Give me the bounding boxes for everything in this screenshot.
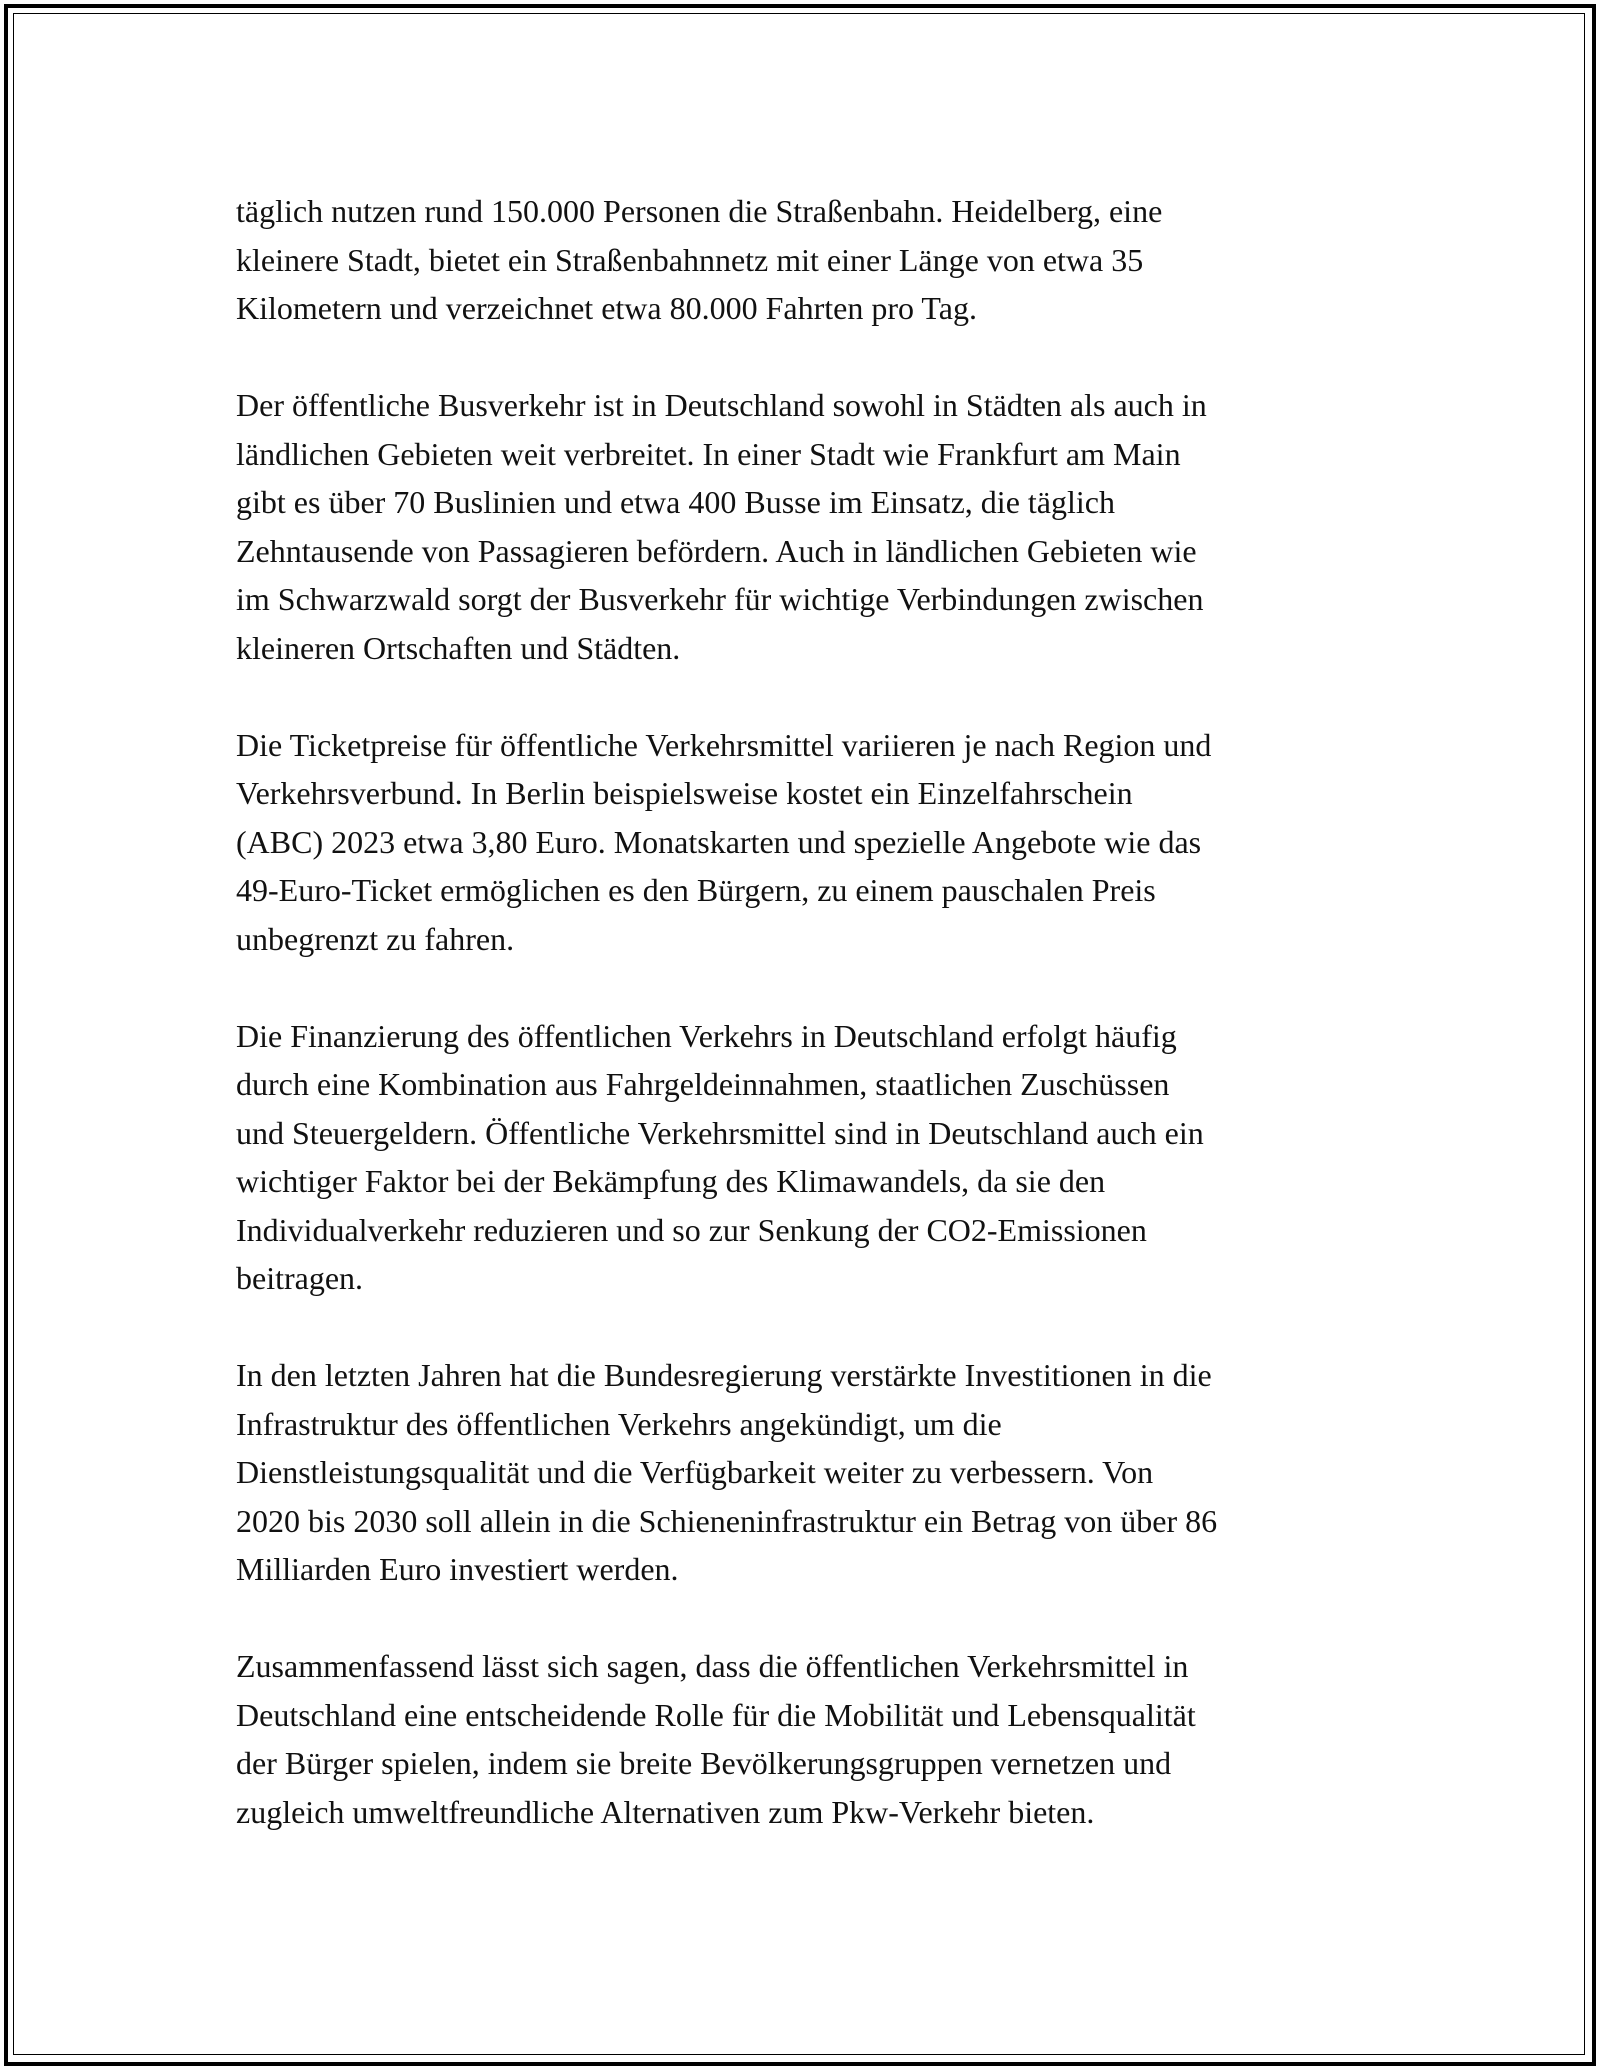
paragraph-conclusion: Zusammenfassend lässt sich sagen, dass die öffentlichen Verkehrsmittel in Deutschland eine entscheidende Rolle für die Mobilität und Lebensqualität der Bürger spielen, indem sie breite Bevölkerungsgruppen vernetzen und zugleich umweltfreundliche Alternativen zum Pkw-Verkehr bieten. xyxy=(236,1648,1196,1830)
paragraph-tram-usage: täglich nutzen rund 150.000 Personen die Straßenbahn. Heidelberg, eine kleinere Stadt, bietet ein Straßenbahnnetz mit einer Länge von etwa 35 Kilometern und verzeichnet etwa 80.000 Fahrten pro Tag. xyxy=(236,193,1163,326)
paragraph-investments: In den letzten Jahren hat die Bundesregierung verstärkte Investitionen in die Infrastruktur des öffentlichen Verkehrs angekündigt, um die Dienstleistungsqualität und die Verfügbarkeit weiter zu verbessern. Von 2020 bis 2030 soll allein in die Schieneninfrastruktur ein Betrag von über 86 Milliarden Euro investiert werden. xyxy=(236,1357,1218,1587)
document-body xyxy=(236,187,1376,1885)
paragraph-financing: Die Finanzierung des öffentlichen Verkehrs in Deutschland erfolgt häufig durch eine Kombination aus Fahrgeldeinnahmen, staatlichen Zuschüssen und Steuergeldern. Öffentliche Verkehrsmittel sind in Deutschland auch ein wichtiger Faktor bei der Bekämpfung des Klimawandels, da sie den Individualverkehr reduzieren und so zur Senkung der CO2-Emissionen beitragen. xyxy=(236,1017,1204,1296)
paragraph-ticket-prices: Die Ticketpreise für öffentliche Verkehrsmittel variieren je nach Region und Verkehrsverbund. In Berlin beispielsweise kostet ein Einzelfahrschein (ABC) 2023 etwa 3,80 Euro. Monatskarten und spezielle Angebote wie das 49-Euro-Ticket ermöglichen es den Bürgern, zu einem pauschalen Preis unbegrenzt zu fahren. xyxy=(236,726,1212,957)
paragraph-bus-transport: Der öffentliche Busverkehr ist in Deutschland sowohl in Städten als auch in ländlichen Gebieten weit verbreitet. In einer Stadt wie Frankfurt am Main gibt es über 70 Buslinien und etwa 400 Busse im Einsatz, die täglich Zehntausende von Passagieren befördern. Auch in ländlichen Gebieten wie im Schwarzwald sorgt der Busverkehr für wichtige Verbindungen zwischen kleineren Ortschaften und Städten. xyxy=(236,387,1207,666)
